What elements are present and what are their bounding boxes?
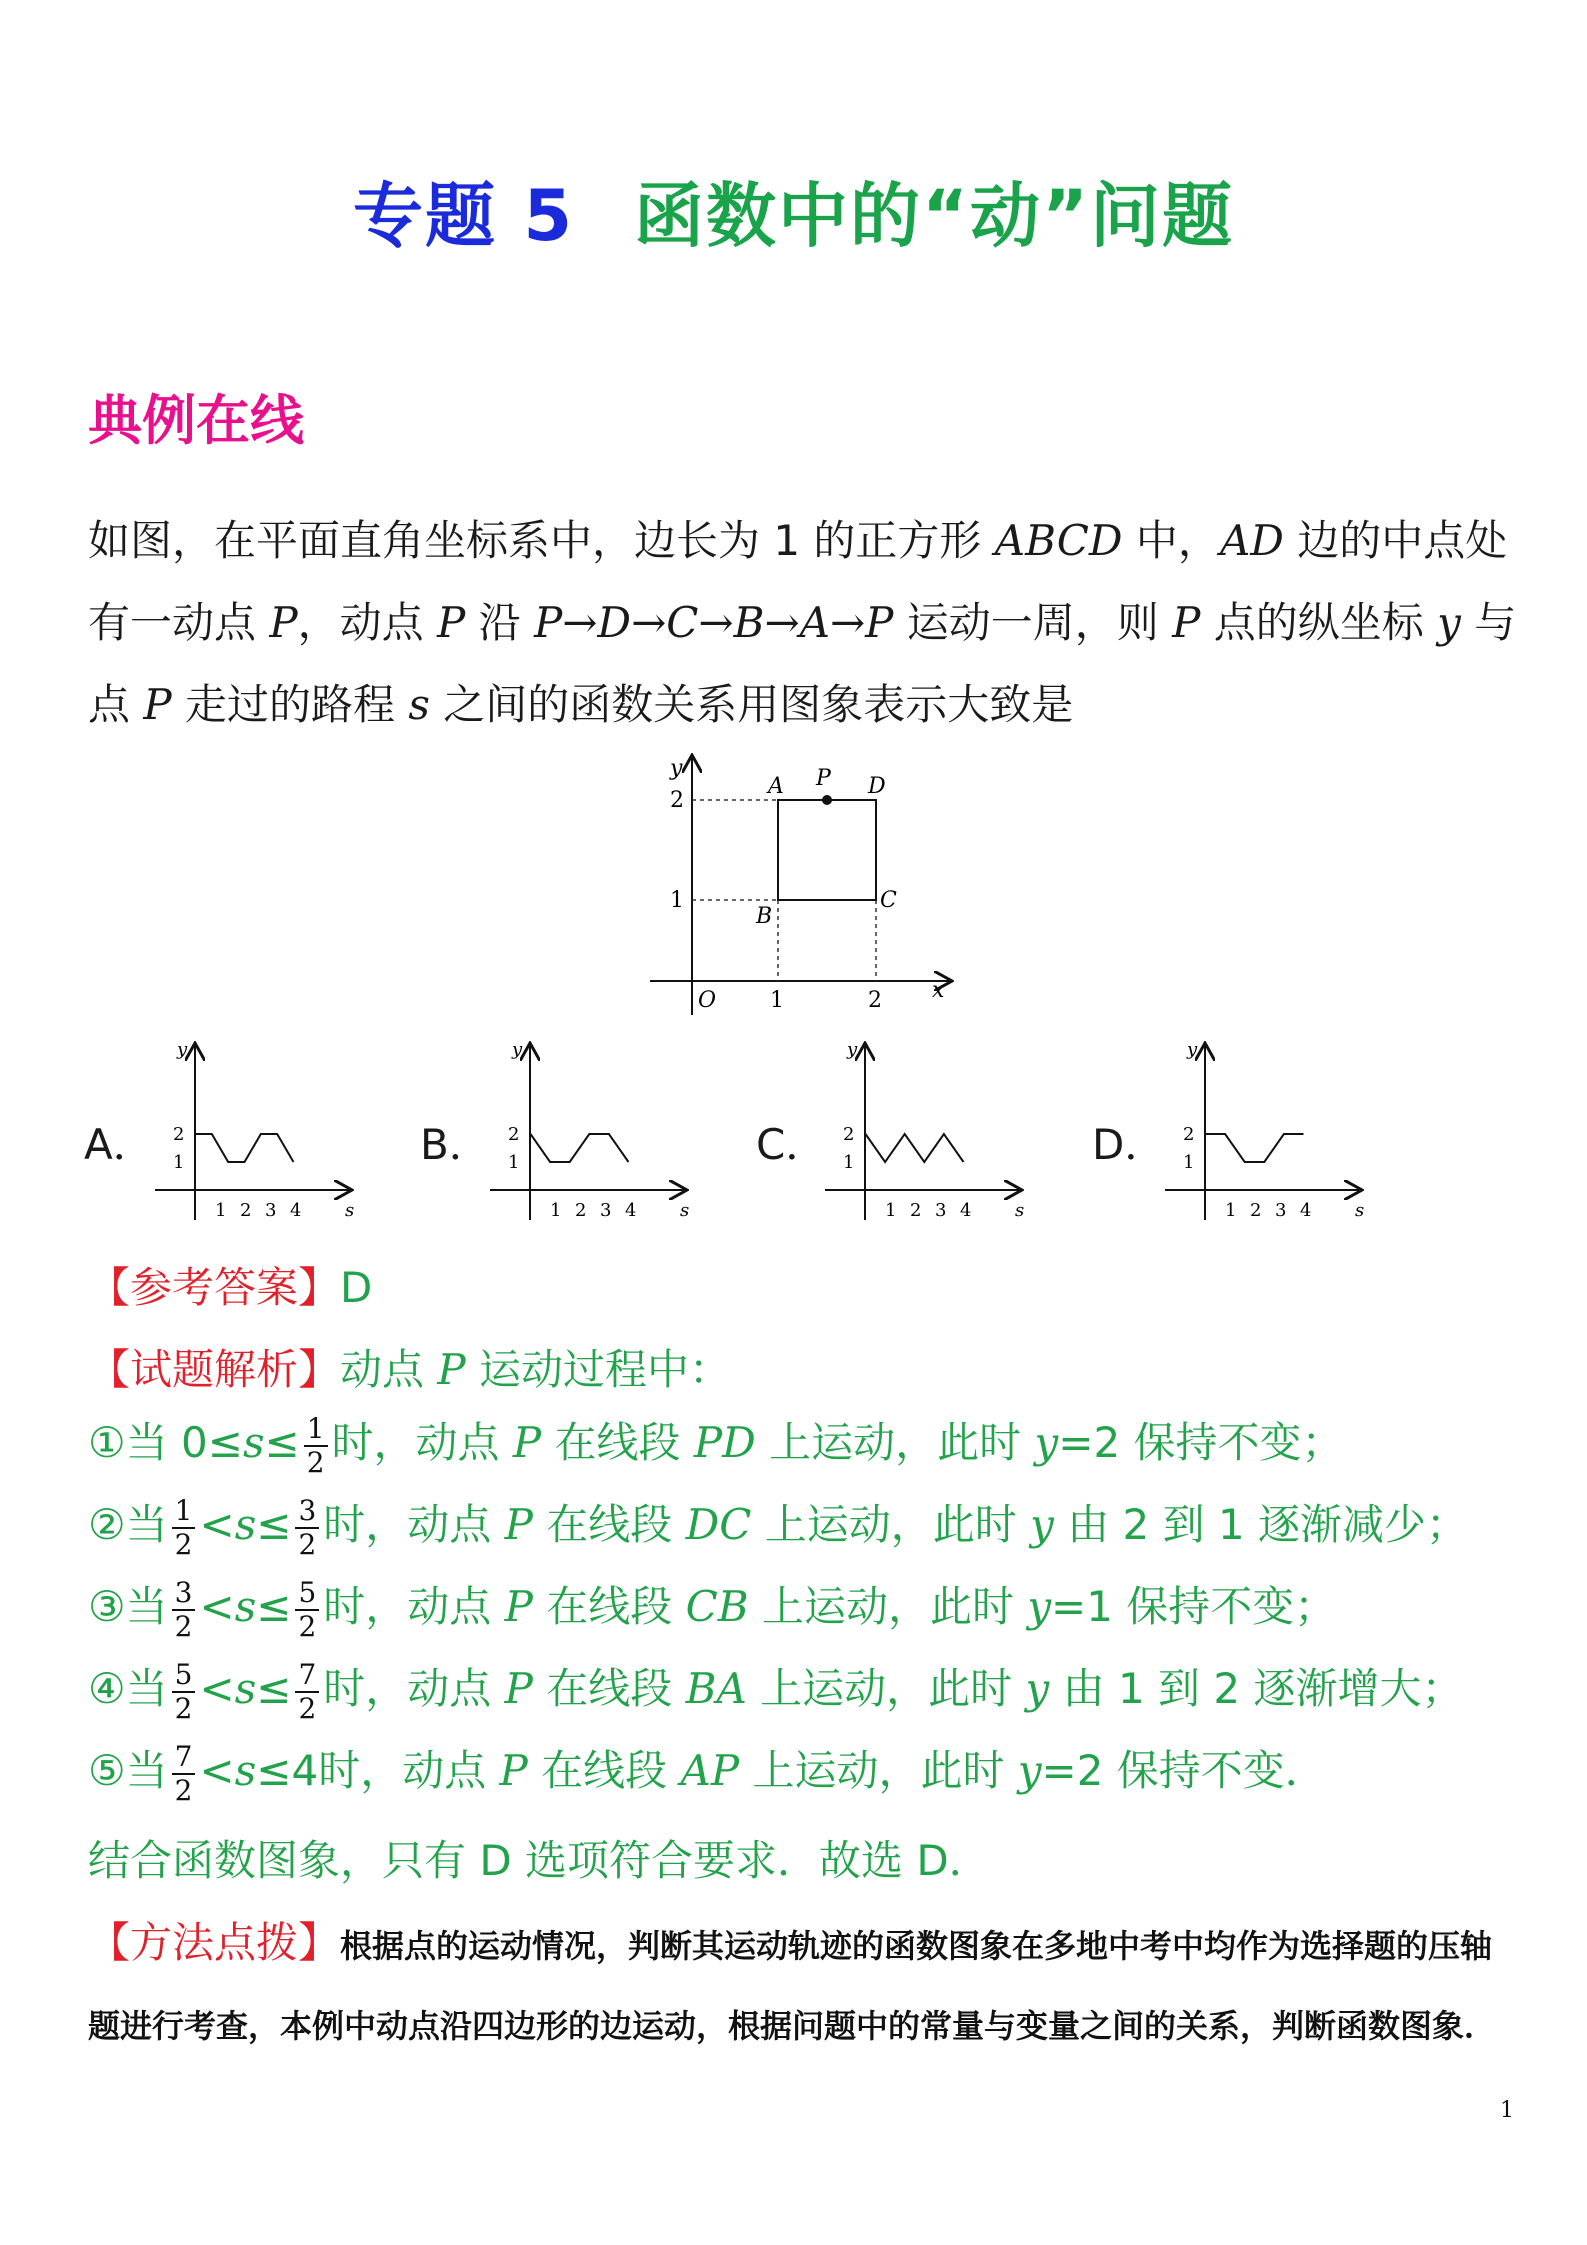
fraction bbox=[172, 1659, 196, 1725]
case-op: ≤ bbox=[256, 1582, 292, 1631]
case-rest: 由 2 到 1 逐渐减少； bbox=[1053, 1500, 1469, 1549]
text-run: 动点 bbox=[340, 1345, 438, 1394]
case-var: s bbox=[242, 1418, 265, 1467]
case-number: ③当 bbox=[88, 1582, 168, 1631]
option-x-label: s bbox=[680, 1200, 690, 1221]
text-run: 之间的函数关系用图象表示大致是 bbox=[429, 680, 1074, 729]
option-tick-x: 1 bbox=[215, 1200, 227, 1221]
fraction bbox=[295, 1495, 319, 1561]
fig-y-label: y bbox=[670, 756, 683, 781]
analysis-case-5 bbox=[88, 1738, 1327, 1807]
fig-tick-y2: 2 bbox=[670, 788, 684, 813]
case-prefix: 时，动点 bbox=[318, 1746, 500, 1795]
answer-line bbox=[88, 1255, 372, 1315]
case-y: y bbox=[1034, 1418, 1059, 1467]
option-tick-x: 4 bbox=[290, 1200, 302, 1221]
case-point: P bbox=[499, 1746, 528, 1795]
option-y-label: y bbox=[177, 1039, 188, 1060]
option-tick-y: 1 bbox=[508, 1152, 520, 1173]
text-run: 运动一周，则 bbox=[893, 598, 1173, 647]
case-y: y bbox=[1027, 1582, 1052, 1631]
case-op: < bbox=[199, 1582, 235, 1631]
analysis-case-3 bbox=[88, 1574, 1336, 1643]
fraction-denominator: 2 bbox=[298, 1527, 317, 1561]
point-p bbox=[822, 795, 832, 805]
option-tick-x: 3 bbox=[935, 1200, 947, 1221]
text-run: 走过的路程 bbox=[171, 680, 409, 729]
case-after: 上运动，此时 bbox=[755, 1418, 1035, 1467]
fig-label-p: P bbox=[816, 766, 831, 791]
case-y: y bbox=[1017, 1746, 1042, 1795]
text-run: 点 bbox=[88, 680, 144, 729]
case-after: 上运动，此时 bbox=[739, 1746, 1018, 1795]
option-tick-x: 1 bbox=[1225, 1200, 1237, 1221]
case-point: P bbox=[504, 1582, 533, 1631]
fraction bbox=[172, 1495, 196, 1561]
fraction-numerator: 3 bbox=[295, 1495, 319, 1529]
text-run: y bbox=[1437, 598, 1461, 647]
option-series-line bbox=[196, 1134, 294, 1162]
fraction-numerator: 5 bbox=[172, 1659, 196, 1693]
title-topic-number: 专题 5 bbox=[352, 175, 575, 257]
option-tick-x: 2 bbox=[240, 1200, 252, 1221]
option-a-label: A． bbox=[84, 1120, 155, 1169]
page-title bbox=[0, 160, 1587, 261]
fig-origin: O bbox=[698, 988, 717, 1013]
case-lower: 0 bbox=[181, 1418, 208, 1467]
analysis-case-4 bbox=[88, 1656, 1463, 1725]
case-op: ≤ bbox=[256, 1664, 292, 1713]
case-prefix: 时，动点 bbox=[323, 1582, 505, 1631]
case-var: s bbox=[234, 1500, 257, 1549]
case-mid: 在线段 bbox=[532, 1664, 686, 1713]
option-y-label: y bbox=[512, 1039, 523, 1060]
option-tick-x: 3 bbox=[1275, 1200, 1287, 1221]
case-op: ≤ bbox=[256, 1746, 292, 1795]
case-rest: =2 保持不变； bbox=[1058, 1418, 1344, 1467]
fig-label-d: D bbox=[868, 774, 886, 799]
case-op: < bbox=[199, 1500, 235, 1549]
option-tick-y: 2 bbox=[843, 1124, 855, 1145]
case-number: ⑤当 bbox=[88, 1746, 168, 1795]
case-rest: =2 保持不变． bbox=[1041, 1746, 1327, 1795]
fraction-denominator: 2 bbox=[174, 1527, 193, 1561]
case-number: ④当 bbox=[88, 1664, 168, 1713]
fraction-denominator: 2 bbox=[174, 1773, 193, 1807]
option-y-label: y bbox=[847, 1039, 858, 1060]
fig-label-c: C bbox=[880, 888, 897, 913]
case-prefix: 时，动点 bbox=[331, 1418, 513, 1467]
square-abcd bbox=[778, 800, 876, 900]
option-series-line bbox=[866, 1134, 964, 1162]
fraction-numerator: 3 bbox=[172, 1577, 196, 1611]
fraction-numerator: 5 bbox=[295, 1577, 319, 1611]
section-heading: 典例在线 bbox=[88, 389, 304, 452]
option-y-label: y bbox=[1187, 1039, 1198, 1060]
case-point: P bbox=[504, 1664, 533, 1713]
case-prefix: 时，动点 bbox=[323, 1500, 505, 1549]
text-run: 有一动点 bbox=[88, 598, 270, 647]
fraction-denominator: 2 bbox=[298, 1609, 317, 1643]
case-mid: 在线段 bbox=[527, 1746, 681, 1795]
option-d-graph bbox=[1160, 1035, 1430, 1235]
text-run: ABCD bbox=[994, 516, 1123, 565]
case-var: s bbox=[234, 1582, 257, 1631]
case-point: P bbox=[512, 1418, 542, 1467]
fraction bbox=[172, 1577, 196, 1643]
text-run: 点的纵坐标 bbox=[1200, 598, 1438, 647]
method-line-2 bbox=[88, 1998, 1496, 2047]
analysis-case-1 bbox=[88, 1410, 1344, 1479]
option-tick-y: 2 bbox=[508, 1124, 520, 1145]
case-after: 上运动，此时 bbox=[746, 1664, 1026, 1713]
text-run: P→D→C→B→A→P bbox=[533, 598, 894, 647]
case-op: ≤ bbox=[256, 1500, 292, 1549]
option-tick-x: 2 bbox=[575, 1200, 587, 1221]
option-x-label: s bbox=[345, 1200, 355, 1221]
option-tick-x: 1 bbox=[885, 1200, 897, 1221]
case-var: s bbox=[234, 1746, 257, 1795]
question-line-2 bbox=[88, 590, 1516, 650]
option-tick-y: 2 bbox=[1183, 1124, 1195, 1145]
question-line-1 bbox=[88, 508, 1507, 568]
fig-tick-x2: 2 bbox=[868, 988, 882, 1013]
fig-label-a: A bbox=[768, 774, 784, 799]
case-op: ≤ bbox=[264, 1418, 300, 1467]
option-x-label: s bbox=[1355, 1200, 1365, 1221]
option-c-label: C． bbox=[756, 1120, 828, 1169]
fraction bbox=[172, 1741, 196, 1807]
option-tick-x: 3 bbox=[600, 1200, 612, 1221]
fig-label-b: B bbox=[756, 904, 773, 929]
text-run: AD bbox=[1219, 516, 1284, 565]
case-mid: 在线段 bbox=[541, 1418, 694, 1467]
page-number: 1 bbox=[1500, 2098, 1514, 2123]
answer-value: D bbox=[340, 1263, 373, 1312]
case-segment: BA bbox=[685, 1664, 747, 1713]
option-tick-x: 4 bbox=[1300, 1200, 1312, 1221]
case-segment: CB bbox=[685, 1582, 749, 1631]
fraction-denominator: 2 bbox=[298, 1691, 317, 1725]
fraction bbox=[295, 1659, 319, 1725]
case-segment: DC bbox=[685, 1500, 752, 1549]
text-run: 沿 bbox=[465, 598, 534, 647]
case-point: P bbox=[504, 1500, 533, 1549]
text-run: P bbox=[1172, 598, 1201, 647]
text-run: 边的中点处 bbox=[1283, 516, 1508, 565]
analysis-conclusion: 结合函数图象，只有 D 选项符合要求．故选 D． bbox=[88, 1836, 991, 1885]
case-op: < bbox=[199, 1664, 235, 1713]
fraction-numerator: 1 bbox=[172, 1495, 196, 1529]
title-topic-name: 函数中的“动”问题 bbox=[634, 175, 1235, 257]
text-run: s bbox=[408, 680, 430, 729]
method-label: 【方法点拨】 bbox=[88, 1918, 341, 1967]
fraction-numerator: 1 bbox=[304, 1413, 328, 1447]
case-rest: =1 保持不变； bbox=[1051, 1582, 1337, 1631]
case-upper: 4 bbox=[291, 1746, 319, 1795]
case-mid: 在线段 bbox=[532, 1582, 686, 1631]
text-run: P bbox=[437, 1345, 466, 1394]
fig-tick-y1: 1 bbox=[670, 888, 684, 913]
fraction bbox=[295, 1577, 319, 1643]
case-number: ②当 bbox=[88, 1500, 168, 1549]
text-run: 如图，在平面直角坐标系中，边长为 1 的正方形 bbox=[88, 516, 995, 565]
option-tick-y: 1 bbox=[173, 1152, 185, 1173]
case-after: 上运动，此时 bbox=[751, 1500, 1031, 1549]
fig-x-label: x bbox=[932, 978, 945, 1003]
fraction-numerator: 7 bbox=[295, 1659, 319, 1693]
text-run: 运动过程中： bbox=[465, 1345, 731, 1394]
option-c-graph bbox=[820, 1035, 1090, 1235]
fig-tick-x1: 1 bbox=[770, 988, 784, 1013]
text-run: 与 bbox=[1460, 598, 1517, 647]
text-run: 中， bbox=[1122, 516, 1220, 565]
option-tick-y: 1 bbox=[843, 1152, 855, 1173]
option-a-graph bbox=[150, 1035, 420, 1235]
case-segment: PD bbox=[693, 1418, 756, 1467]
fraction bbox=[304, 1413, 328, 1479]
option-tick-y: 2 bbox=[173, 1124, 185, 1145]
fraction-denominator: 2 bbox=[174, 1609, 193, 1643]
option-series-line bbox=[1206, 1134, 1304, 1162]
option-tick-x: 2 bbox=[1250, 1200, 1262, 1221]
case-mid: 在线段 bbox=[532, 1500, 686, 1549]
case-op: ≤ bbox=[207, 1418, 243, 1467]
option-tick-x: 4 bbox=[960, 1200, 972, 1221]
case-var: s bbox=[234, 1664, 257, 1713]
option-series-line bbox=[531, 1134, 629, 1162]
question-line-3 bbox=[88, 672, 1073, 732]
case-prefix: 时，动点 bbox=[323, 1664, 505, 1713]
square-coordinate-figure bbox=[630, 745, 960, 1025]
option-tick-x: 1 bbox=[550, 1200, 562, 1221]
fraction-denominator: 2 bbox=[174, 1691, 193, 1725]
fraction-numerator: 7 bbox=[172, 1741, 196, 1775]
case-y: y bbox=[1025, 1664, 1050, 1713]
method-text-1: 根据点的运动情况，判断其运动轨迹的函数图象在多地中考中均作为选择题的压轴 bbox=[340, 1927, 1493, 1965]
option-tick-x: 2 bbox=[910, 1200, 922, 1221]
text-run: P bbox=[436, 598, 466, 647]
analysis-label: 【试题解析】 bbox=[88, 1345, 341, 1394]
fraction-denominator: 2 bbox=[306, 1445, 325, 1479]
case-segment: AP bbox=[680, 1746, 740, 1795]
analysis-intro-line bbox=[88, 1337, 731, 1397]
text-run: ，动点 bbox=[297, 598, 437, 647]
text-run: P bbox=[143, 680, 172, 729]
option-tick-x: 4 bbox=[625, 1200, 637, 1221]
method-text-2: 题进行考查，本例中动点沿四边形的边运动，根据问题中的常量与变量之间的关系，判断函数图象． bbox=[88, 2007, 1497, 2045]
option-d-label: D． bbox=[1092, 1120, 1167, 1169]
case-y: y bbox=[1030, 1500, 1054, 1549]
case-after: 上运动，此时 bbox=[748, 1582, 1028, 1631]
method-line-1 bbox=[88, 1910, 1492, 1970]
case-op: < bbox=[199, 1746, 235, 1795]
answer-label: 【参考答案】 bbox=[88, 1263, 341, 1312]
option-tick-x: 3 bbox=[265, 1200, 277, 1221]
analysis-intro bbox=[340, 1345, 731, 1394]
analysis-case-2 bbox=[88, 1492, 1468, 1561]
text-run: P bbox=[269, 598, 298, 647]
option-x-label: s bbox=[1015, 1200, 1025, 1221]
case-number: ①当 bbox=[88, 1418, 182, 1467]
option-tick-y: 1 bbox=[1183, 1152, 1195, 1173]
case-rest: 由 1 到 2 逐渐增大； bbox=[1049, 1664, 1464, 1713]
option-b-label: B． bbox=[420, 1120, 491, 1169]
option-b-graph bbox=[485, 1035, 755, 1235]
